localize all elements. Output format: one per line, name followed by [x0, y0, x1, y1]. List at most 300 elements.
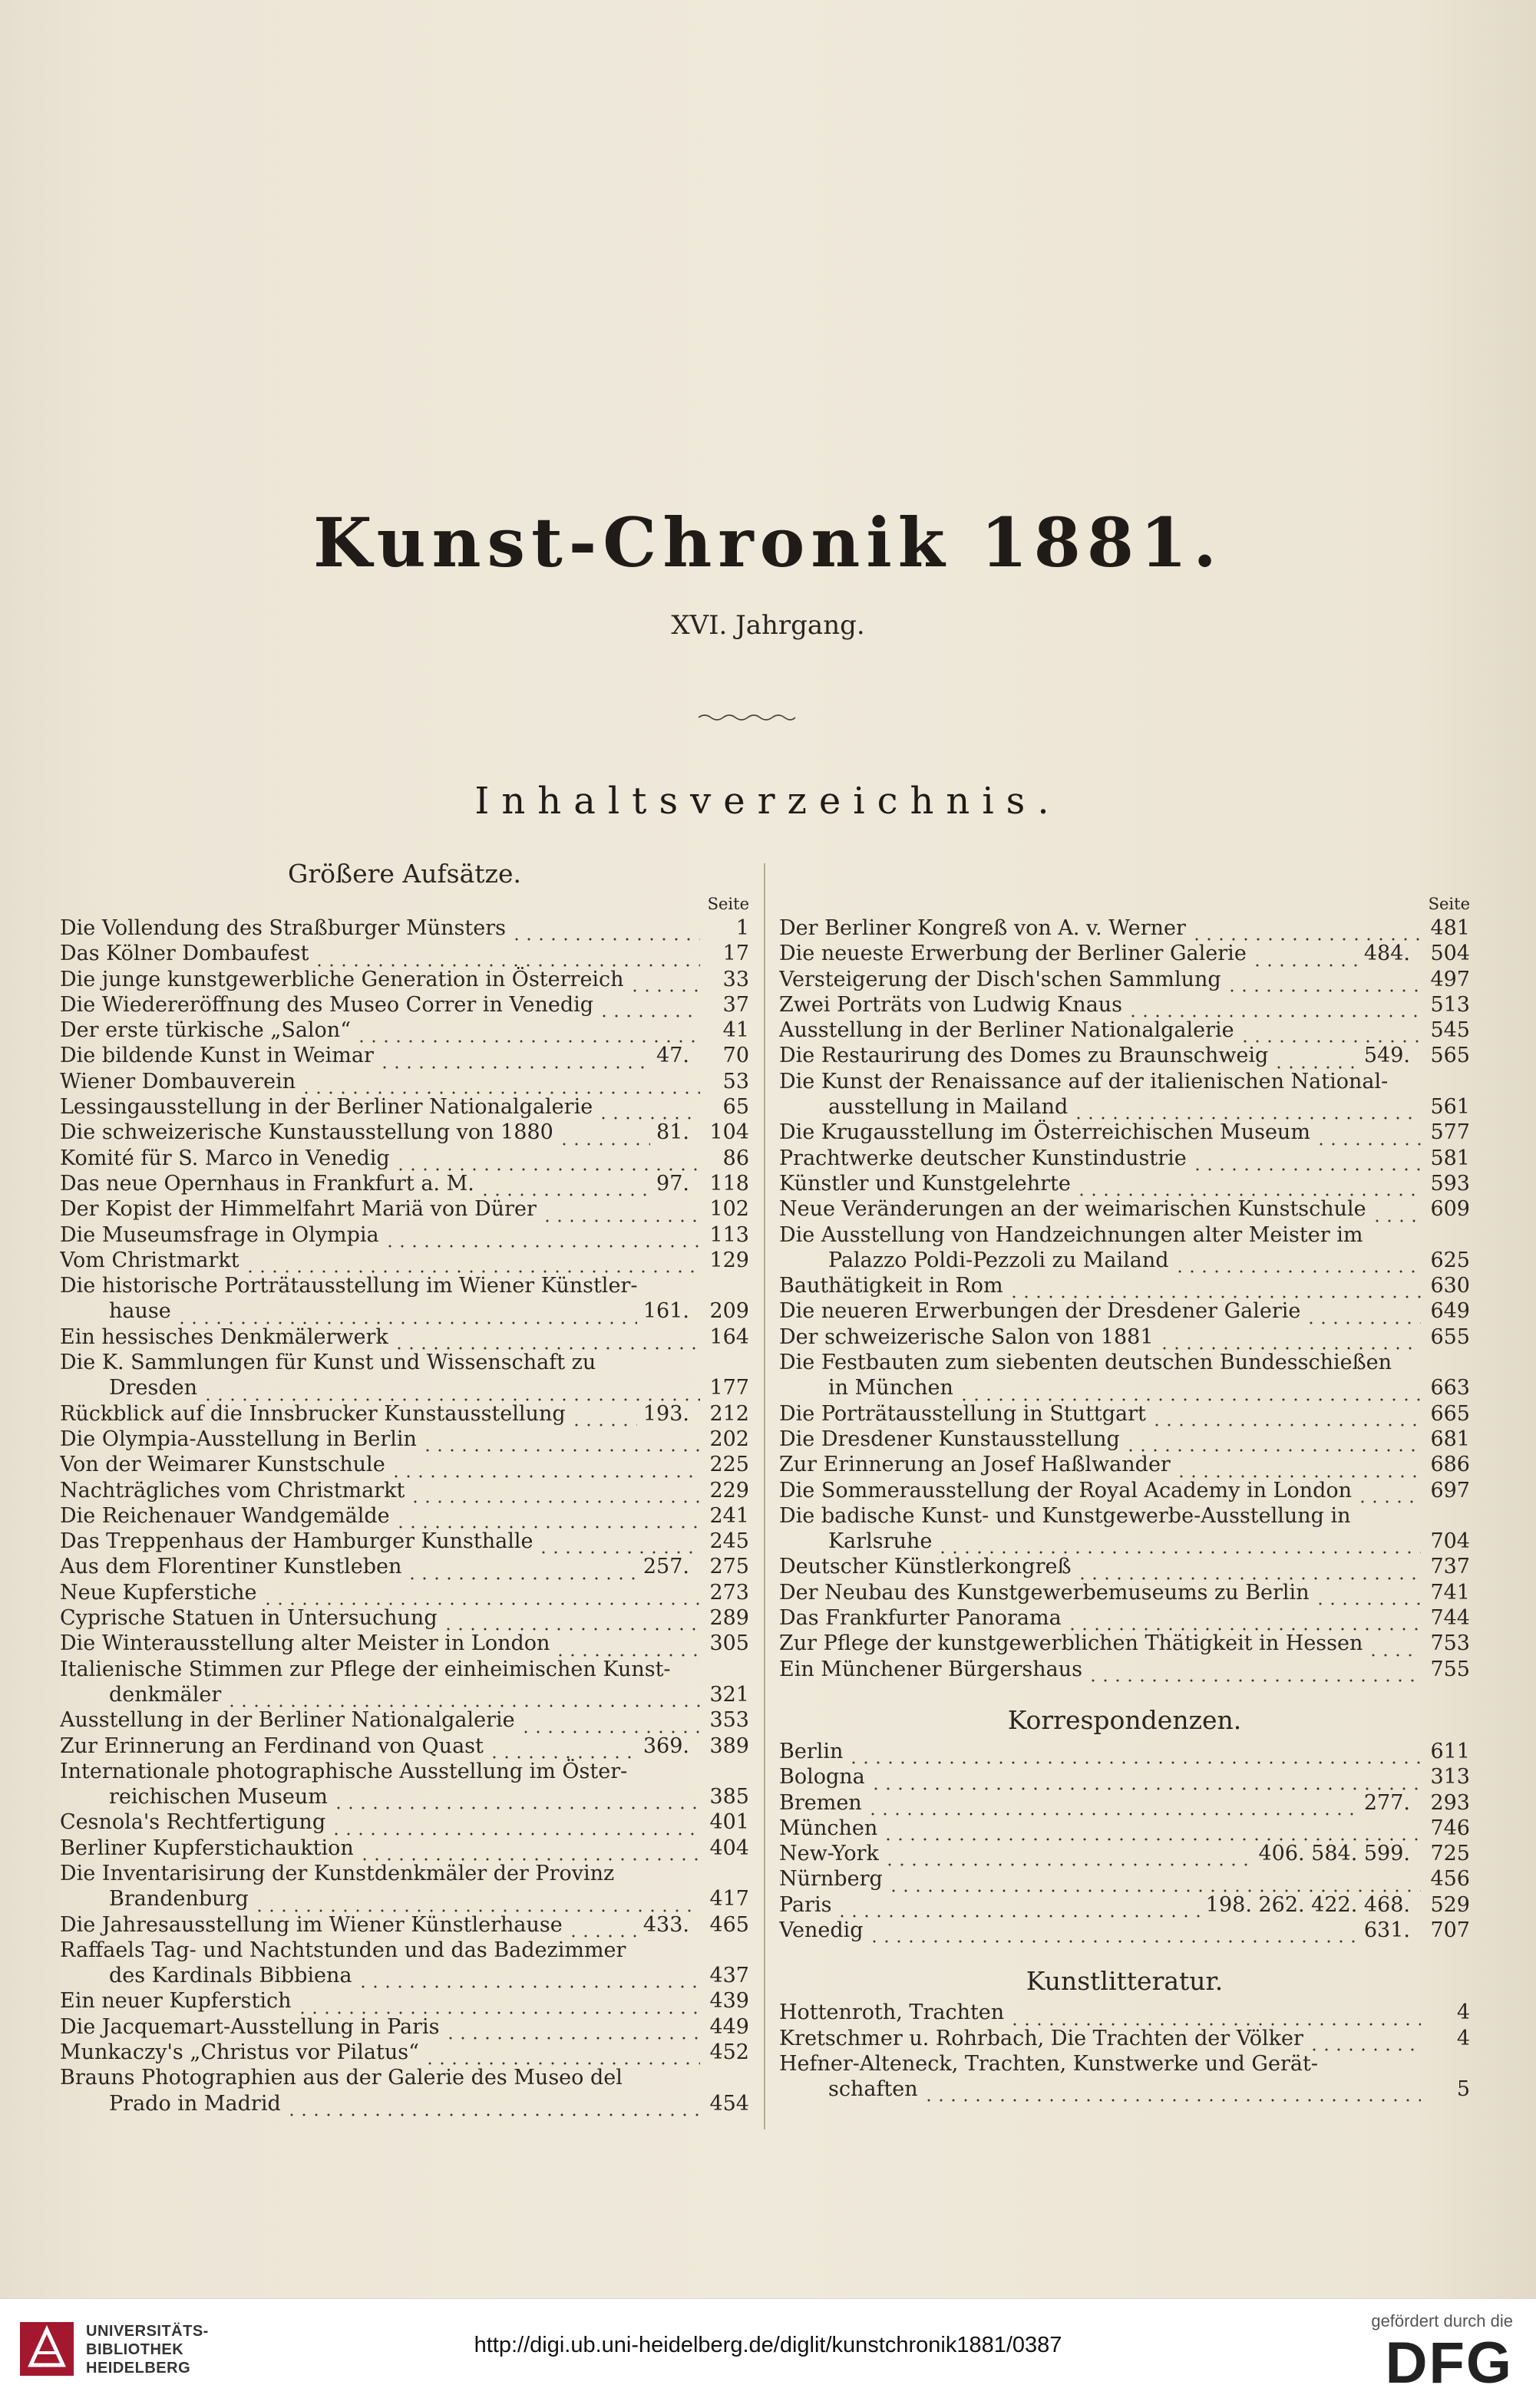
toc-entry: [779, 941, 1470, 966]
toc-entry: [779, 1018, 1470, 1043]
dot-leader: [1314, 1584, 1421, 1605]
column-divider: [764, 863, 765, 2129]
entry-page-number: 321: [709, 1682, 749, 1707]
entry-title: Die historische Porträtausstellung im Wiener Künstler-: [60, 1274, 638, 1298]
toc-entry: [779, 1427, 1470, 1452]
dot-leader: [1087, 1661, 1421, 1682]
toc-entry: [60, 1657, 749, 1682]
entry-title: Künstler und Kunstgelehrte: [779, 1171, 1071, 1196]
entry-title: Brandenburg: [109, 1887, 249, 1912]
entry-title: Die Festbauten zum siebenten deutschen Bundesschießen: [779, 1351, 1392, 1375]
dot-leader: [262, 1584, 700, 1605]
toc-entry: [60, 1222, 749, 1248]
entry-page-number: 164: [709, 1324, 749, 1349]
entry-extra-pages: 81.: [656, 1120, 689, 1145]
entry-title: Ein neuer Kupferstich: [60, 1989, 292, 2014]
entry-page-number: 241: [709, 1503, 749, 1528]
toc-entry: [60, 2040, 749, 2065]
dot-leader: [1239, 1021, 1421, 1043]
entry-page-number: 313: [1430, 1765, 1470, 1790]
entry-page-number: 129: [709, 1248, 749, 1272]
toc-entry: [779, 1069, 1470, 1094]
entry-title: Die Jacquemart-Ausstellung in Paris: [60, 2014, 440, 2039]
toc-entry: [779, 1503, 1470, 1529]
dot-leader: [244, 1252, 700, 1273]
dot-leader: [1315, 1124, 1421, 1146]
entry-title: Bremen: [779, 1790, 862, 1815]
dot-leader: [286, 2095, 700, 2116]
entry-title: Hefner-Alteneck, Trachten, Kunstwerke und Gerät-: [779, 2051, 1318, 2076]
toc-entry: [779, 1764, 1470, 1790]
toc-entry: [60, 967, 749, 992]
toc-entry: [60, 1580, 749, 1605]
section-heading-essays: Größere Aufsätze.: [288, 859, 521, 889]
dot-leader: [202, 1380, 700, 1401]
entry-title: Die Sommerausstellung der Royal Academy in London: [779, 1478, 1353, 1503]
entry-page-number: 755: [1430, 1657, 1470, 1681]
entry-title: Das Treppenhaus der Hamburger Kunsthalle: [60, 1529, 533, 1554]
entry-page-number: 697: [1430, 1478, 1470, 1503]
entry-title: Die Reichenauer Wandgemälde: [60, 1503, 390, 1528]
entry-title: Die neueren Erwerbungen der Dresdener Galerie: [779, 1299, 1301, 1324]
literature-list: [779, 2000, 1470, 2102]
entry-title: Paris: [779, 1892, 832, 1917]
toc-entry: [60, 1452, 749, 1477]
entry-page-number: 545: [1430, 1018, 1470, 1043]
entry-title: des Kardinals Bibbiena: [109, 1964, 352, 1988]
entry-title: Die Restaurirung des Domes zu Braunschweig: [779, 1044, 1269, 1068]
entry-page-number: 504: [1430, 942, 1470, 966]
dot-leader: [406, 1559, 637, 1580]
institution-line: HEIDELBERG: [86, 2360, 191, 2377]
toc-entry: [60, 1963, 749, 1988]
funding-caption: gefördert durch die: [1371, 2311, 1513, 2330]
toc-entry: [779, 1816, 1470, 1841]
entry-title: ausstellung in Mailand: [828, 1095, 1069, 1120]
dot-leader: [421, 1430, 700, 1452]
toc-entry: [779, 1918, 1470, 1943]
entry-page-number: 746: [1430, 1816, 1470, 1840]
entry-title: Das Frankfurter Panorama: [779, 1606, 1062, 1631]
toc-entry: [779, 1222, 1470, 1248]
entry-title: Die Ausstellung von Handzeichnungen alter Meister im: [779, 1222, 1363, 1247]
toc-entry: [779, 1657, 1470, 1682]
entry-title: Wiener Dombauverein: [60, 1069, 296, 1093]
entry-title: schaften: [828, 2077, 918, 2102]
entry-title: Ein hessisches Denkmälerwerk: [60, 1324, 388, 1349]
entry-extra-pages: 198. 262. 422. 468.: [1205, 1892, 1410, 1917]
toc-entry: [60, 2091, 749, 2116]
source-url-link[interactable]: http://digi.ub.uni-heidelberg.de/diglit/kunstchronik1881/0387: [474, 2333, 1062, 2357]
toc-entry: [60, 1554, 749, 1579]
entry-title: Ein Münchener Bürgershaus: [779, 1657, 1082, 1681]
toc-entry: [779, 1739, 1470, 1764]
dot-leader: [358, 1839, 700, 1861]
toc-entry: [779, 1892, 1470, 1918]
entry-page-number: 229: [709, 1478, 749, 1503]
entry-page-number: 611: [1430, 1739, 1470, 1763]
toc-heading: Inhaltsverzeichnis.: [474, 780, 1062, 823]
entry-page-number: 663: [1430, 1376, 1470, 1400]
entry-extra-pages: 193.: [642, 1401, 689, 1426]
dot-leader: [1072, 1098, 1421, 1120]
page-column-label: Seite: [1428, 895, 1470, 913]
entry-title: Zur Erinnerung an Josef Haßlwander: [779, 1453, 1171, 1477]
entry-page-number: 5: [1456, 2077, 1470, 2102]
entry-page-number: 481: [1430, 916, 1470, 940]
entry-title: Die badische Kunst- und Kunstgewerbe-Ausstellung in: [779, 1503, 1351, 1528]
entry-page-number: 649: [1430, 1299, 1470, 1324]
entry-title: Internationale photographische Ausstellung im Öster-: [60, 1759, 628, 1783]
dot-leader: [1009, 2004, 1421, 2026]
entry-title: Berlin: [779, 1739, 844, 1763]
toc-entry: [779, 967, 1470, 992]
toc-entry: [779, 2076, 1470, 2102]
entry-title: Berliner Kupferstichauktion: [60, 1836, 354, 1860]
toc-entry: [60, 1912, 749, 1938]
toc-entry: [60, 1324, 749, 1350]
toc-entry: [779, 1866, 1470, 1892]
entry-page-number: 212: [709, 1401, 749, 1426]
toc-entry: [779, 2051, 1470, 2076]
dot-leader: [1008, 1277, 1421, 1298]
dot-leader: [390, 1456, 700, 1478]
entry-page-number: 389: [709, 1733, 749, 1758]
entry-page-number: 275: [709, 1555, 749, 1579]
entry-page-number: 102: [709, 1197, 749, 1222]
toc-entry: [60, 1503, 749, 1529]
dot-leader: [313, 945, 700, 967]
toc-entry: [60, 1707, 749, 1733]
toc-entry: [60, 1938, 749, 1963]
entry-page-number: 353: [709, 1708, 749, 1733]
entry-title: hause: [109, 1299, 171, 1324]
entry-title: Deutscher Künstlerkongreß: [779, 1555, 1072, 1579]
entry-extra-pages: 631.: [1363, 1918, 1410, 1942]
dot-leader: [442, 1609, 700, 1631]
entry-page-number: 704: [1430, 1529, 1470, 1554]
entry-title: Zur Erinnerung an Ferdinand von Quast: [60, 1733, 484, 1758]
entry-page-number: 593: [1430, 1171, 1470, 1196]
entry-page-number: 609: [1430, 1197, 1470, 1222]
entry-title: in München: [828, 1376, 953, 1400]
essay-list: [60, 915, 749, 2116]
entry-title: reichischen Museum: [109, 1785, 328, 1809]
toc-entry: [779, 1790, 1470, 1816]
page-column-label: Seite: [707, 895, 749, 913]
entry-title: Prachtwerke deutscher Kunstindustrie: [779, 1146, 1187, 1170]
entry-title: Venedig: [779, 1918, 864, 1942]
entry-page-number: 118: [709, 1171, 749, 1196]
entry-page-number: 202: [709, 1427, 749, 1451]
toc-entry: [779, 1120, 1470, 1145]
entry-page-number: 581: [1430, 1146, 1470, 1170]
toc-entry: [60, 1069, 749, 1094]
entry-title: New-York: [779, 1842, 879, 1866]
entry-title: denkmäler: [109, 1682, 222, 1707]
entry-page-number: 439: [709, 1989, 749, 2014]
toc-entry: [60, 915, 749, 941]
toc-entry: [779, 915, 1470, 941]
entry-title: Die Wiedereröffnung des Museo Correr in Venedig: [60, 992, 594, 1017]
dot-leader: [1356, 1482, 1421, 1503]
entry-page-number: 4: [1456, 2001, 1470, 2025]
toc-entry: [779, 1529, 1470, 1554]
entry-page-number: 437: [709, 1964, 749, 1988]
entry-extra-pages: 369.: [642, 1733, 689, 1758]
institution-line: BIBLIOTHEK: [86, 2341, 184, 2358]
entry-title: Cesnola's Rechtfertigung: [60, 1810, 326, 1835]
entry-page-number: 293: [1430, 1790, 1470, 1815]
entry-title: Dresden: [109, 1376, 198, 1400]
toc-entry: [60, 1733, 749, 1759]
entry-title: Nürnberg: [779, 1867, 883, 1892]
toc-entry: [779, 1043, 1470, 1068]
dot-leader: [884, 1845, 1253, 1866]
toc-entry: [60, 1196, 749, 1222]
entry-page-number: 513: [1430, 992, 1470, 1017]
toc-entry: [779, 1554, 1470, 1579]
dot-leader: [1175, 1456, 1421, 1478]
entry-extra-pages: 257.: [642, 1555, 689, 1579]
page-title: Kunst-Chronik 1881.: [313, 503, 1223, 582]
dot-leader: [870, 1769, 1421, 1790]
entry-page-number: 404: [709, 1836, 749, 1860]
institution-line: UNIVERSITÄTS-: [86, 2323, 209, 2340]
entry-title: Die Vollendung des Straßburger Münsters: [60, 916, 506, 940]
entry-page-number: 454: [709, 2091, 749, 2116]
toc-entry: [779, 1298, 1470, 1324]
entry-title: Die Inventarisirung der Kunstdenkmäler der Provinz: [60, 1861, 615, 1885]
entry-page-number: 70: [722, 1044, 749, 1068]
toc-entry: [779, 1631, 1470, 1656]
entry-title: Zwei Porträts von Ludwig Knaus: [779, 992, 1123, 1017]
dot-leader: [541, 1201, 700, 1222]
dot-leader: [226, 1686, 700, 1707]
dot-leader: [1076, 1559, 1422, 1580]
dot-leader: [384, 1226, 700, 1248]
entry-extra-pages: 549.: [1363, 1044, 1410, 1068]
dot-leader: [629, 971, 700, 992]
entry-title: Palazzo Poldi-Pezzoli zu Mailand: [828, 1248, 1169, 1272]
toc-entry: [60, 1784, 749, 1809]
entry-page-number: 86: [722, 1146, 749, 1170]
entry-page-number: 497: [1430, 967, 1470, 991]
entry-title: Von der Weimarer Kunstschule: [60, 1453, 385, 1477]
entry-title: Komité für S. Marco in Venedig: [60, 1146, 390, 1170]
dot-leader: [1371, 1201, 1421, 1222]
entry-title: Raffaels Tag- und Nachtstunden und das Badezimmer: [60, 1938, 626, 1962]
entry-title: Der Kopist der Himmelfahrt Mariä von Dürer: [60, 1197, 537, 1222]
dot-leader: [836, 1896, 1199, 1918]
toc-entry: [779, 1478, 1470, 1503]
dot-leader: [868, 1921, 1358, 1943]
entry-title: Die Olympia-Ausstellung in Berlin: [60, 1427, 417, 1451]
toc-entry: [779, 1324, 1470, 1350]
toc-entry: [779, 1248, 1470, 1273]
entry-page-number: 53: [722, 1069, 749, 1093]
entry-page-number: 707: [1430, 1918, 1470, 1942]
entry-title: Der Berliner Kongreß von A. v. Werner: [779, 916, 1186, 940]
dot-leader: [332, 1788, 700, 1809]
toc-entry: [60, 1478, 749, 1503]
entry-title: Das neue Opernhaus in Frankfurt a. M.: [60, 1171, 474, 1196]
dot-leader: [253, 1891, 700, 1912]
entry-page-number: 665: [1430, 1401, 1470, 1426]
entry-page-number: 741: [1430, 1580, 1470, 1605]
entry-page-number: 449: [709, 2014, 749, 2039]
entry-title: Die Krugausstellung im Österreichischen Museum: [779, 1120, 1310, 1145]
entry-title: Cyprische Statuen in Untersuchung: [60, 1606, 438, 1631]
toc-entry: [779, 992, 1470, 1018]
toc-entry: [779, 2026, 1470, 2051]
entry-page-number: 41: [722, 1018, 749, 1043]
toc-entry: [60, 1120, 749, 1145]
entry-title: Ausstellung in der Berliner Nationalgalerie: [779, 1018, 1234, 1043]
entry-title: Die K. Sammlungen für Kunst und Wissenschaft zu: [60, 1351, 596, 1375]
toc-entry: [779, 1350, 1470, 1375]
toc-entry: [779, 1580, 1470, 1605]
entry-extra-pages: 161.: [642, 1299, 689, 1324]
toc-entry: [60, 2065, 749, 2090]
toc-entry: [60, 1809, 749, 1835]
entry-title: Munkaczy's „Christus vor Pilatus“: [60, 2040, 419, 2065]
dot-leader: [1191, 919, 1421, 941]
entry-page-number: 456: [1430, 1867, 1470, 1892]
toc-entry: [60, 992, 749, 1018]
entry-title: Aus dem Florentiner Kunstleben: [60, 1555, 402, 1579]
toc-entry: [60, 1427, 749, 1452]
entry-title: Die Dresdener Kunstausstellung: [779, 1427, 1120, 1451]
toc-entry: [60, 1682, 749, 1707]
toc-entry: [60, 941, 749, 966]
dot-leader: [378, 1047, 650, 1069]
toc-entry: [60, 1631, 749, 1656]
entry-title: Die bildende Kunst in Weimar: [60, 1044, 374, 1068]
entry-title: Karlsruhe: [828, 1529, 933, 1554]
entry-title: Neue Kupferstiche: [60, 1580, 257, 1605]
entry-title: Hottenroth, Trachten: [779, 2001, 1005, 2025]
entry-title: Ausstellung in der Berliner Nationalgalerie: [60, 1708, 515, 1733]
entry-title: Lessingausstellung in der Berliner Nationalgalerie: [60, 1095, 593, 1120]
dot-leader: [409, 1482, 700, 1503]
entry-title: Rückblick auf die Innsbrucker Kunstausstellung: [60, 1401, 566, 1426]
dot-leader: [597, 1098, 700, 1120]
entry-extra-pages: 406. 584. 599.: [1258, 1842, 1410, 1866]
entry-extra-pages: 277.: [1363, 1790, 1410, 1815]
dot-leader: [1226, 971, 1421, 992]
dot-leader: [1127, 996, 1421, 1018]
entry-title: Zur Pflege der kunstgewerblichen Thätigkeit in Hessen: [779, 1631, 1363, 1656]
toc-entry: [779, 1171, 1470, 1196]
entry-page-number: 177: [709, 1376, 749, 1400]
entry-page-number: 273: [709, 1580, 749, 1605]
entry-extra-pages: 433.: [642, 1912, 689, 1937]
essay-list-continued: [779, 915, 1470, 1682]
toc-entry: [60, 1350, 749, 1375]
entry-title: Kretschmer u. Rohrbach, Die Trachten der Völker: [779, 2026, 1303, 2050]
entry-title: Nachträgliches vom Christmarkt: [60, 1478, 405, 1503]
entry-title: Der erste türkische „Salon“: [60, 1018, 352, 1043]
toc-entry: [60, 1248, 749, 1273]
dot-leader: [1251, 945, 1358, 967]
toc-entry: [779, 1452, 1470, 1477]
dot-leader: [1273, 1047, 1358, 1069]
toc-entry: [60, 1988, 749, 2014]
entry-title: Die neueste Erwerbung der Berliner Galerie: [779, 942, 1247, 966]
entry-title: Die schweizerische Kunstausstellung von 1880: [60, 1120, 553, 1145]
toc-entry: [60, 2014, 749, 2040]
dot-leader: [882, 1819, 1421, 1841]
dot-leader: [488, 1737, 637, 1759]
dot-leader: [330, 1814, 700, 1836]
volume-subtitle: XVI. Jahrgang.: [671, 610, 865, 641]
entry-page-number: 65: [722, 1095, 749, 1120]
entry-page-number: 209: [709, 1299, 749, 1324]
entry-page-number: 104: [709, 1120, 749, 1145]
toc-entry: [779, 1196, 1470, 1222]
entry-title: Die Winterausstellung alter Meister in London: [60, 1631, 550, 1656]
entry-page-number: 401: [709, 1810, 749, 1835]
entry-page-number: 737: [1430, 1555, 1470, 1579]
dot-leader: [1151, 1405, 1421, 1427]
dot-leader: [395, 1150, 700, 1171]
dot-leader: [1066, 1609, 1421, 1631]
dot-leader: [936, 1532, 1421, 1554]
entry-title: Bauthätigkeit in Rom: [779, 1274, 1003, 1298]
dot-leader: [923, 2080, 1421, 2102]
toc-entry: [60, 1273, 749, 1298]
entry-title: Der schweizerische Salon von 1881: [779, 1324, 1154, 1349]
entry-page-number: 529: [1430, 1892, 1470, 1917]
toc-entry: [60, 1375, 749, 1400]
toc-entry: [60, 1529, 749, 1554]
toc-entry: [60, 1836, 749, 1861]
toc-entry: [60, 1094, 749, 1120]
entry-title: Versteigerung der Disch'schen Sammlung: [779, 967, 1221, 991]
dot-leader: [357, 1967, 701, 1988]
section-heading-literature: Kunstlitteratur.: [1026, 1966, 1224, 1997]
entry-page-number: 630: [1430, 1274, 1470, 1298]
entry-title: Die Porträtausstellung in Stuttgart: [779, 1401, 1146, 1426]
entry-page-number: 289: [709, 1606, 749, 1631]
dot-leader: [424, 2044, 700, 2065]
entry-title: Italienische Stimmen zur Pflege der einheimischen Kunst-: [60, 1657, 671, 1681]
entry-page-number: 385: [709, 1785, 749, 1809]
toc-left-column: [60, 856, 749, 2116]
toc-entry: [779, 1146, 1470, 1171]
entry-extra-pages: 47.: [656, 1044, 689, 1068]
dot-leader: [1158, 1328, 1421, 1350]
dot-leader: [537, 1532, 700, 1554]
entry-page-number: 577: [1430, 1120, 1470, 1145]
toc-entry: [60, 1043, 749, 1068]
entry-page-number: 245: [709, 1529, 749, 1554]
dot-leader: [479, 1175, 650, 1196]
dot-leader: [570, 1405, 637, 1427]
entry-page-number: 305: [709, 1631, 749, 1656]
entry-title: Die junge kunstgewerbliche Generation in Österreich: [60, 967, 624, 991]
dot-leader: [1308, 2030, 1421, 2051]
correspondence-list: [779, 1739, 1470, 1943]
entry-title: Die Museumsfrage in Olympia: [60, 1222, 379, 1247]
entry-extra-pages: 97.: [656, 1171, 689, 1196]
entry-title: Vom Christmarkt: [60, 1248, 239, 1272]
toc-right-column: [779, 856, 1470, 2102]
dot-leader: [510, 919, 700, 941]
entry-page-number: 4: [1456, 2026, 1470, 2050]
entry-page-number: 561: [1430, 1095, 1470, 1120]
